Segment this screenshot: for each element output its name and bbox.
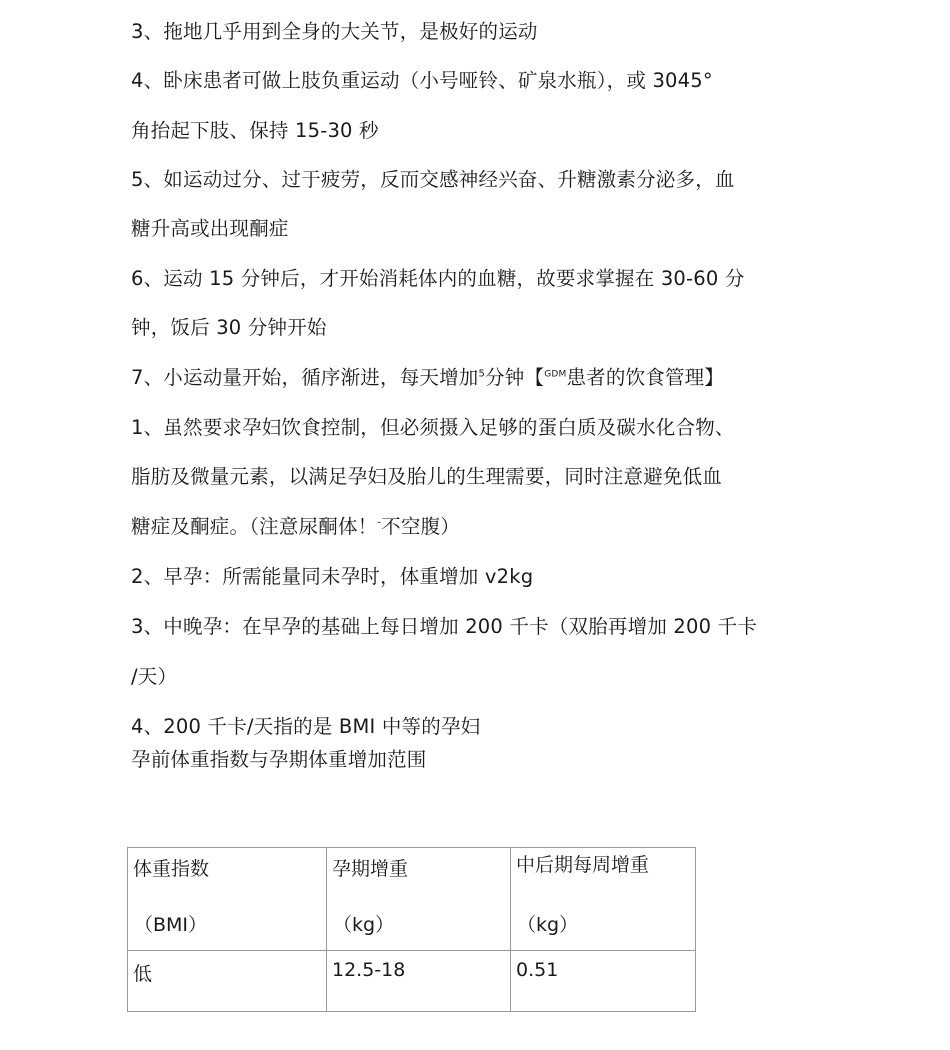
text-line: /天）: [131, 665, 178, 688]
text-segment: 7、小运动量开始，循序渐进，每天增加: [131, 366, 479, 389]
text-segment: 不空腹）: [381, 515, 460, 538]
text-line: 5、如运动过分、过于疲劳，反而交感神经兴奋、升糖激素分泌多，血: [131, 168, 735, 191]
text-line: [131, 365, 724, 391]
text-line: 6、运动 15 分钟后，才开始消耗体内的血糖，故要求掌握在 30-60 分: [131, 267, 745, 290]
table-cell: [511, 951, 696, 1012]
text-line: 4、卧床患者可做上肢负重运动（小号哑铃、矿泉水瓶），或 3045°: [131, 69, 713, 92]
text-segment: 患者的饮食管理】: [566, 366, 725, 389]
text-line: 角抬起下肢、保持 15-30 秒: [131, 119, 379, 142]
header-unit: （kg）: [517, 914, 579, 936]
table-header-cell: [327, 848, 511, 951]
text-segment: 糖症及酮症。（注意尿酮体！: [131, 515, 378, 538]
bmi-weight-gain-table: [127, 847, 696, 1012]
header-unit: （BMI）: [134, 914, 208, 936]
text-line: 4、200 千卡/天指的是 BMI 中等的孕妇: [131, 715, 481, 738]
table-header-cell: [511, 848, 696, 951]
superscript: GDM: [544, 369, 567, 380]
text-line: 钟，饭后 30 分钟开始: [131, 316, 327, 339]
cell-value: 低: [133, 963, 153, 985]
table-header-cell: [128, 848, 327, 951]
table-cell: [327, 951, 511, 1012]
text-line: 1、虽然要求孕妇饮食控制，但必须摄入足够的蛋白质及碳水化合物、: [131, 416, 735, 439]
table-cell: [128, 951, 327, 1012]
header-label: 中后期每周增重: [516, 854, 650, 876]
text-line: 2、早孕：所需能量同未孕时，体重增加 v2kg: [131, 565, 534, 588]
text-line: 3、拖地几乎用到全身的大关节，是极好的运动: [131, 20, 538, 43]
superscript: 5: [478, 368, 486, 380]
header-unit: （kg）: [333, 914, 395, 936]
header-label: 体重指数: [133, 858, 210, 880]
cell-value: 0.51: [516, 959, 559, 981]
table-caption: 孕前体重指数与孕期体重增加范围: [131, 748, 427, 771]
table-row: [128, 951, 696, 1012]
text-segment: 分钟【: [485, 366, 545, 389]
text-line: [131, 514, 460, 540]
text-line: 3、中晚孕：在早孕的基础上每日增加 200 千卡（双胎再增加 200 千卡: [131, 615, 758, 638]
text-line: 糖升高或出现酮症: [131, 217, 289, 240]
cell-value: 12.5-18: [332, 959, 406, 981]
table-header-row: [128, 848, 696, 951]
header-label: 孕期增重: [332, 858, 409, 880]
superscript: -: [377, 517, 382, 529]
text-line: 脂肪及微量元素，以满足孕妇及胎儿的生理需要，同时注意避免低血: [131, 465, 723, 488]
